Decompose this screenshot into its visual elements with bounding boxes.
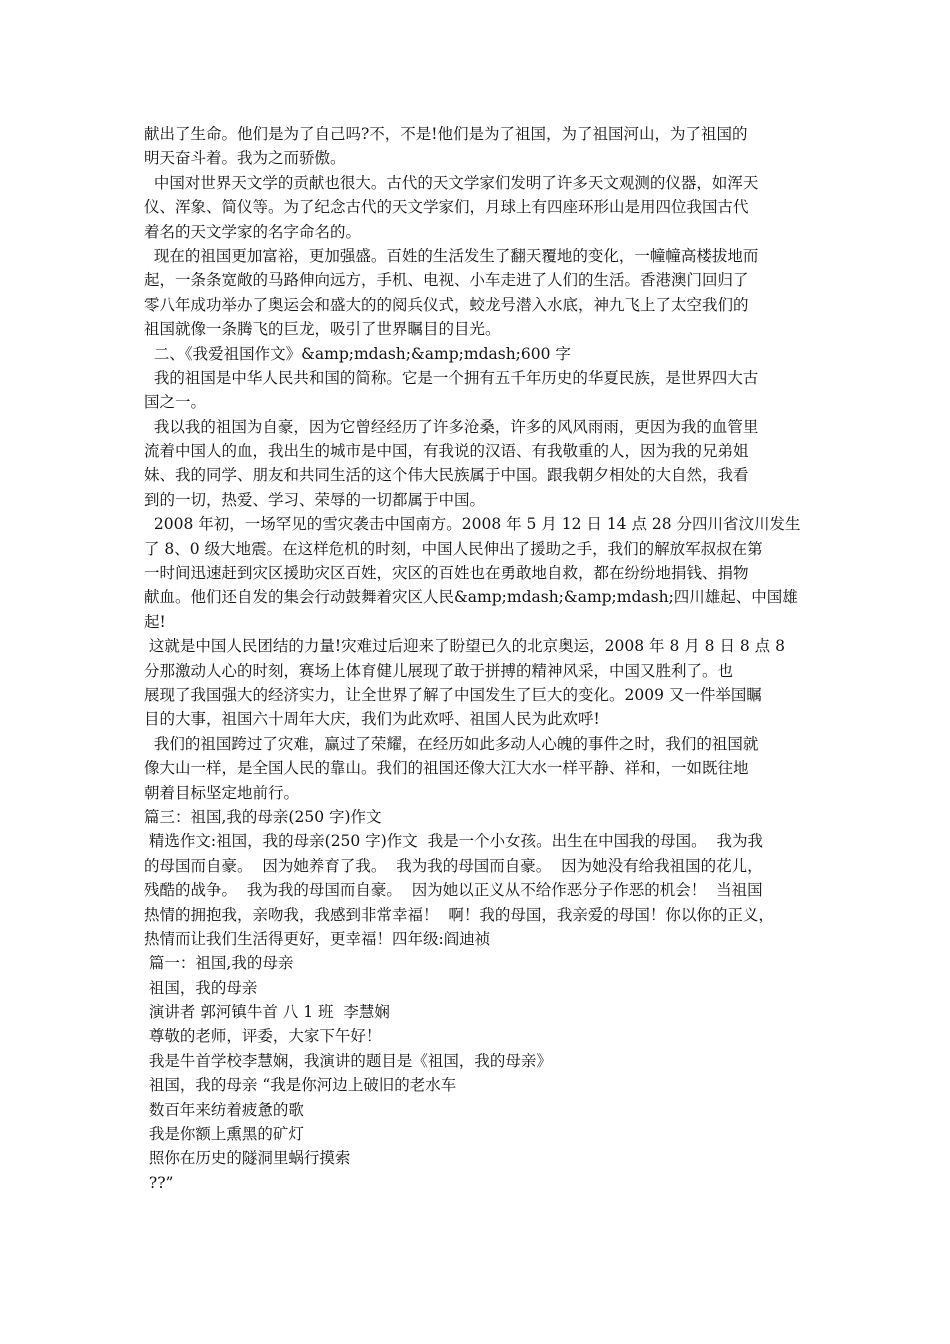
text-line: 热情的拥抱我，亲吻我，我感到非常幸福！ 啊！我的母国，我亲爱的母国！你以你的正义， [144, 905, 774, 924]
text-line: 着名的天文学家的名字命名的。 [144, 222, 362, 241]
text-line: 起! [144, 612, 166, 631]
section-heading: 二、《我爱祖国作文》&amp;mdash;&amp;mdash;600 字 [144, 344, 571, 363]
text-line: 我们的祖国跨过了灾难，赢过了荣耀，在经历如此多动人心魄的事件之时，我们的祖国就 [144, 734, 759, 753]
text-line: 精选作文:祖国，我的母亲(250 字)作文 我是一个小女孩。出生在中国我的母国。 我为我 [144, 832, 763, 851]
text-line: 明天奋斗着。我为之而骄傲。 [144, 149, 346, 168]
text-line: 祖国，我的母亲 [144, 978, 258, 997]
text-line: 起，一条条宽敞的马路伸向远方，手机、电视、小车走进了人们的生活。香港澳门回归了 [144, 271, 749, 290]
text-line: 零八年成功举办了奥运会和盛大的的阅兵仪式，蛟龙号潜入水底，神九飞上了太空我们的 [144, 295, 749, 314]
text-line: 展现了我国强大的经济实力，让全世界了解了中国发生了巨大的变化。2009 又一件举国瞩 [144, 685, 762, 704]
text-line: 热情而让我们生活得更好，更幸福！四年级:阎迪祯 [144, 929, 491, 948]
text-line: 演讲者 郭河镇牛首 八 1 班 李慧娴 [144, 1003, 390, 1022]
text-line: 尊敬的老师，评委，大家下午好！ [144, 1027, 382, 1046]
text-line: 我是你额上熏黑的矿灯 [144, 1125, 304, 1144]
text-line: 分那激动人心的时刻，赛场上体育健儿展现了敢于拼搏的精神风采，中国又胜利了。也 [144, 661, 734, 680]
text-line: 中国对世界天文学的贡献也很大。古代的天文学家们发明了许多天文观测的仪器，如浑天 [144, 173, 759, 192]
text-line: 目的大事，祖国六十周年大庆，我们为此欢呼、祖国人民为此欢呼! [144, 710, 600, 729]
text-line: 流着中国人的血，我出生的城市是中国，有我说的汉语、有我敬重的人，因为我的兄弟姐 [144, 442, 749, 461]
text-line: 像大山一样，是全国人民的靠山。我们的祖国还像大江大水一样平静、祥和，一如既往地 [144, 759, 749, 778]
text-line: 祖国就像一条腾飞的巨龙，吸引了世界瞩目的目光。 [144, 320, 501, 339]
text-line: 残酷的战争。 我为我的母国而自豪。 因为她以正义从不给作恶分子作恶的机会！ 当祖国 [144, 881, 763, 900]
section-heading: 篇三：祖国,我的母亲(250 字)作文 [144, 807, 382, 826]
text-line: 2008 年初，一场罕见的雪灾袭击中国南方。2008 年 5 月 12 日 14 点 28 分四川省汶川发生 [144, 515, 801, 534]
text-line: 国之一。 [144, 393, 207, 412]
text-line: 妹、我的同学、朋友和共同生活的这个伟大民族属于中国。跟我朝夕相处的大自然，我看 [144, 466, 749, 485]
text-line: 到的一切，热爱、学习、荣辱的一切都属于中国。 [144, 490, 486, 509]
text-line: 这就是中国人民团结的力量!灾难过后迎来了盼望已久的北京奥运，2008 年 8 月 8 日 8 点 8 [144, 637, 785, 656]
document-body [144, 122, 824, 1195]
text-line: 我的祖国是中华人民共和国的简称。它是一个拥有五千年历史的华夏民族，是世界四大古 [144, 368, 759, 387]
text-line: 了 8、0 级大地震。在这样危机的时刻，中国人民伸出了援助之手，我们的解放军叔叔在第 [144, 539, 763, 558]
section-heading: 篇一：祖国,我的母亲 [144, 954, 294, 973]
text-line: 祖国，我的母亲 “我是你河边上破旧的老水车 [144, 1076, 457, 1095]
text-line: 献出了生命。他们是为了自己吗?不，不是!他们是为了祖国，为了祖国河山，为了祖国的 [144, 125, 748, 143]
text-line: 一时间迅速赶到灾区援助灾区百姓，灾区的百姓也在勇敢地自救，都在纷纷地捐钱、捐物 [144, 564, 749, 583]
text-line: 朝着目标坚定地前行。 [144, 783, 300, 802]
text-line: 我以我的祖国为自豪，因为它曾经经历了许多沧桑，许多的风风雨雨，更因为我的血管里 [144, 417, 759, 436]
text-line: 我是牛首学校李慧娴，我演讲的题目是《祖国，我的母亲》 [144, 1051, 552, 1070]
text-line: 现在的祖国更加富裕，更加强盛。百姓的生活发生了翻天覆地的变化，一幢幢高楼拔地而 [144, 246, 759, 265]
text-line: 的母国而自豪。 因为她养育了我。 我为我的母国而自豪。 因为她没有给我祖国的花儿， [144, 856, 763, 875]
text-line: 献血。他们还自发的集会行动鼓舞着灾区人民&amp;mdash;&amp;mdash;四川雄起、中国雄 [144, 588, 798, 607]
text-line: 数百年来纺着疲惫的歌 [144, 1100, 304, 1119]
text-line: 仪、浑象、简仪等。为了纪念古代的天文学家们，月球上有四座环形山是用四位我国古代 [144, 198, 749, 217]
text-line: 照你在历史的隧洞里蜗行摸索 [144, 1149, 351, 1168]
text-line: ??” [144, 1173, 174, 1192]
